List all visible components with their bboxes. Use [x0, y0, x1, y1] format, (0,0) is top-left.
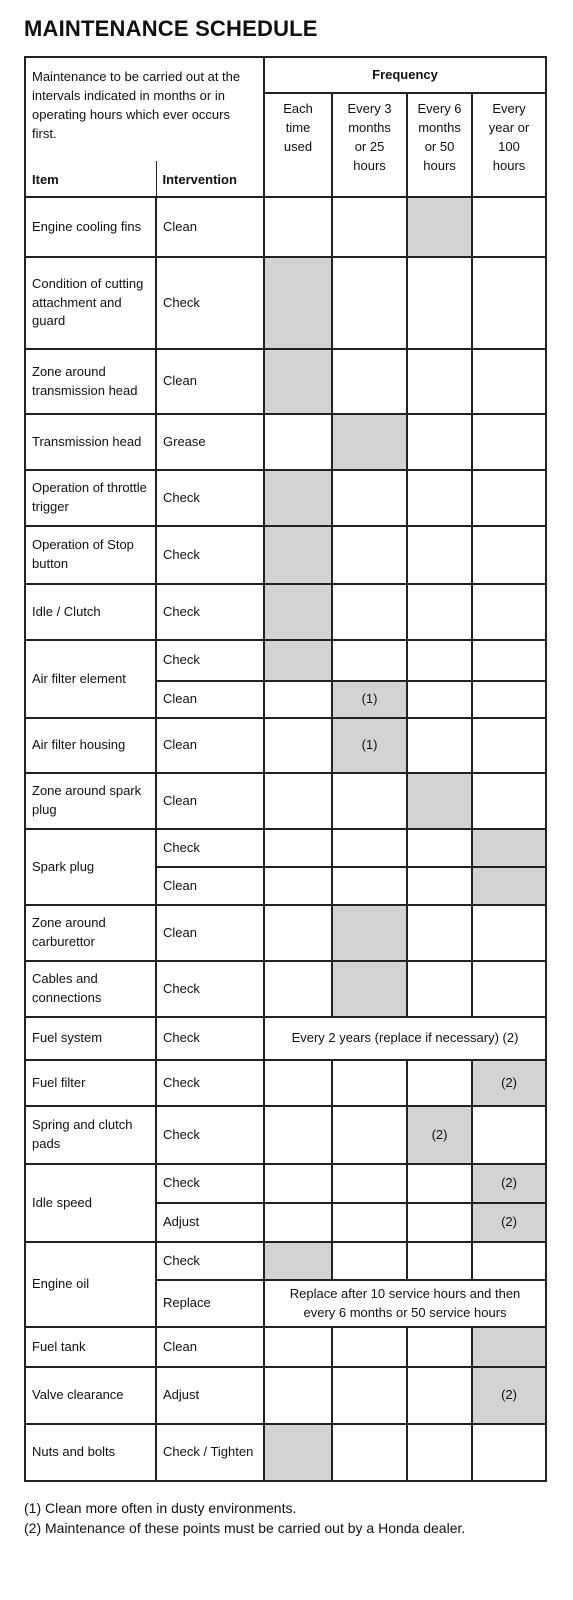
frequency-cell [407, 905, 472, 961]
frequency-cell [407, 197, 472, 257]
frequency-cell [264, 1164, 332, 1203]
frequency-cell [407, 526, 472, 584]
frequency-cell [264, 1203, 332, 1242]
row-frequency-note: Every 2 years (replace if necessary) (2) [264, 1017, 546, 1060]
frequency-cell [332, 257, 407, 349]
frequency-cell [407, 584, 472, 640]
row-item: Fuel filter [25, 1060, 156, 1106]
frequency-cell [472, 640, 546, 681]
frequency-cell [264, 470, 332, 526]
frequency-cell [407, 257, 472, 349]
table-row [25, 718, 546, 773]
table-row [25, 414, 546, 470]
frequency-cell-note: (2) [472, 1164, 546, 1203]
footnotes [24, 1498, 465, 1539]
frequency-cell [264, 257, 332, 349]
header-intro-text: Maintenance to be carried out at the intervals indicated in months or in operating hours which ever occurs first. [32, 69, 241, 141]
frequency-cell [407, 773, 472, 829]
frequency-cell [264, 867, 332, 905]
frequency-cell [407, 1203, 472, 1242]
row-intervention: Adjust [156, 1367, 264, 1424]
frequency-cell [407, 1327, 472, 1367]
frequency-cell-note: (2) [472, 1203, 546, 1242]
frequency-cell [332, 584, 407, 640]
frequency-cell [472, 961, 546, 1017]
frequency-cell [407, 1367, 472, 1424]
frequency-cell [332, 1424, 407, 1481]
frequency-cell [264, 584, 332, 640]
row-item: Zone around carburettor [25, 905, 156, 961]
row-intervention: Check [156, 1017, 264, 1060]
frequency-cell [472, 718, 546, 773]
table-row [25, 470, 546, 526]
table-row [25, 961, 546, 1017]
page-title: MAINTENANCE SCHEDULE [24, 16, 318, 41]
table-row [25, 1017, 546, 1060]
row-intervention: Check [156, 1164, 264, 1203]
row-intervention: Clean [156, 349, 264, 414]
table-row [25, 197, 546, 257]
frequency-cell [407, 718, 472, 773]
footnote-1: (1) Clean more often in dusty environments. [24, 1500, 297, 1516]
header-col-yearly: Every year or 100 hours [472, 93, 546, 197]
row-intervention: Clean [156, 905, 264, 961]
frequency-cell [264, 197, 332, 257]
table-row [25, 1164, 546, 1203]
row-item: Zone around transmission head [25, 349, 156, 414]
table-row [25, 349, 546, 414]
frequency-cell [407, 1242, 472, 1280]
frequency-cell [264, 640, 332, 681]
row-frequency-note: Replace after 10 service hours and then every 6 months or 50 service hours [264, 1280, 546, 1327]
frequency-cell [472, 349, 546, 414]
frequency-cell [264, 526, 332, 584]
frequency-cell [264, 1367, 332, 1424]
frequency-cell [472, 1327, 546, 1367]
frequency-cell [332, 1203, 407, 1242]
row-item: Air filter element [25, 640, 156, 718]
row-intervention: Clean [156, 773, 264, 829]
frequency-cell [332, 414, 407, 470]
table-row [25, 773, 546, 829]
row-item: Operation of Stop button [25, 526, 156, 584]
row-intervention: Check [156, 257, 264, 349]
frequency-cell [407, 681, 472, 718]
frequency-cell [264, 681, 332, 718]
row-intervention: Check [156, 829, 264, 867]
row-item: Nuts and bolts [25, 1424, 156, 1481]
frequency-cell [264, 773, 332, 829]
row-intervention: Check [156, 526, 264, 584]
frequency-cell [332, 349, 407, 414]
frequency-cell [264, 718, 332, 773]
frequency-cell [407, 640, 472, 681]
row-intervention: Clean [156, 681, 264, 718]
row-intervention: Clean [156, 197, 264, 257]
frequency-cell [264, 1106, 332, 1164]
frequency-cell-note: (1) [332, 718, 407, 773]
row-intervention: Replace [156, 1280, 264, 1327]
row-intervention: Clean [156, 718, 264, 773]
header-intervention: Intervention [156, 161, 264, 197]
frequency-cell [332, 905, 407, 961]
row-intervention: Check [156, 1106, 264, 1164]
row-item: Operation of throttle trigger [25, 470, 156, 526]
header-item: Item [25, 161, 156, 197]
frequency-cell [332, 1327, 407, 1367]
frequency-cell-note: (2) [407, 1106, 472, 1164]
row-item: Fuel tank [25, 1327, 156, 1367]
table-row [25, 640, 546, 681]
row-item: Idle / Clutch [25, 584, 156, 640]
header-col-each-time: Each time used [264, 93, 332, 197]
frequency-cell [332, 1367, 407, 1424]
table-row [25, 526, 546, 584]
footnote-2: (2) Maintenance of these points must be carried out by a Honda dealer. [24, 1520, 466, 1537]
frequency-cell [264, 1424, 332, 1481]
header-col-3-months: Every 3 months or 25 hours [332, 93, 407, 197]
row-intervention: Grease [156, 414, 264, 470]
row-intervention: Check [156, 584, 264, 640]
row-item: Fuel system [25, 1017, 156, 1060]
header-frequency: Frequency [264, 57, 546, 93]
row-intervention: Check [156, 961, 264, 1017]
row-intervention: Check [156, 640, 264, 681]
frequency-cell [472, 584, 546, 640]
row-item: Air filter housing [25, 718, 156, 773]
frequency-cell [472, 773, 546, 829]
frequency-cell [264, 1327, 332, 1367]
row-item: Condition of cutting attachment and guard [25, 257, 156, 349]
frequency-cell [332, 640, 407, 681]
row-intervention: Clean [156, 1327, 264, 1367]
frequency-cell [264, 905, 332, 961]
row-intervention: Check / Tighten [156, 1424, 264, 1481]
row-intervention: Clean [156, 867, 264, 905]
frequency-cell [264, 829, 332, 867]
frequency-cell [472, 1106, 546, 1164]
frequency-cell [407, 1424, 472, 1481]
frequency-cell [332, 961, 407, 1017]
frequency-cell [332, 1164, 407, 1203]
frequency-cell [332, 1060, 407, 1106]
table-row [25, 584, 546, 640]
frequency-cell [472, 257, 546, 349]
row-item: Engine cooling fins [25, 197, 156, 257]
frequency-cell [332, 867, 407, 905]
frequency-cell-note: (1) [332, 681, 407, 718]
frequency-cell [472, 526, 546, 584]
frequency-cell [332, 197, 407, 257]
row-intervention: Check [156, 1242, 264, 1280]
table-row [25, 1424, 546, 1481]
row-item: Spark plug [25, 829, 156, 905]
table-row [25, 1242, 546, 1280]
frequency-cell [407, 1060, 472, 1106]
table-row [25, 1367, 546, 1424]
row-intervention: Check [156, 470, 264, 526]
table-row [25, 1327, 546, 1367]
frequency-cell [407, 829, 472, 867]
frequency-cell [472, 905, 546, 961]
frequency-cell-note: (2) [472, 1367, 546, 1424]
row-intervention: Adjust [156, 1203, 264, 1242]
frequency-cell [332, 829, 407, 867]
table-row [25, 1106, 546, 1164]
table-row [25, 905, 546, 961]
frequency-cell [332, 1242, 407, 1280]
frequency-cell [264, 961, 332, 1017]
frequency-cell [407, 961, 472, 1017]
row-item: Cables and connections [25, 961, 156, 1017]
table-row [25, 829, 546, 867]
frequency-cell [332, 773, 407, 829]
frequency-cell-note: (2) [472, 1060, 546, 1106]
frequency-cell [472, 414, 546, 470]
row-item: Spring and clutch pads [25, 1106, 156, 1164]
header-col-6-months: Every 6 months or 50 hours [407, 93, 472, 197]
frequency-cell [264, 1060, 332, 1106]
row-item: Idle speed [25, 1164, 156, 1242]
table-row [25, 257, 546, 349]
frequency-cell [407, 414, 472, 470]
maintenance-table [24, 56, 547, 1482]
table-row [25, 1060, 546, 1106]
row-item: Engine oil [25, 1242, 156, 1327]
frequency-cell [264, 414, 332, 470]
frequency-cell [407, 867, 472, 905]
frequency-cell [472, 867, 546, 905]
frequency-cell [472, 829, 546, 867]
frequency-cell [472, 1424, 546, 1481]
frequency-cell [407, 470, 472, 526]
frequency-cell [332, 470, 407, 526]
row-item: Transmission head [25, 414, 156, 470]
frequency-cell [407, 1164, 472, 1203]
frequency-cell [472, 1242, 546, 1280]
frequency-cell [332, 1106, 407, 1164]
row-intervention: Check [156, 1060, 264, 1106]
frequency-cell [332, 526, 407, 584]
frequency-cell [472, 681, 546, 718]
row-item: Valve clearance [25, 1367, 156, 1424]
frequency-cell [472, 197, 546, 257]
frequency-cell [264, 349, 332, 414]
frequency-cell [264, 1242, 332, 1280]
frequency-cell [472, 470, 546, 526]
frequency-cell [407, 349, 472, 414]
header-intro [25, 57, 264, 161]
row-item: Zone around spark plug [25, 773, 156, 829]
